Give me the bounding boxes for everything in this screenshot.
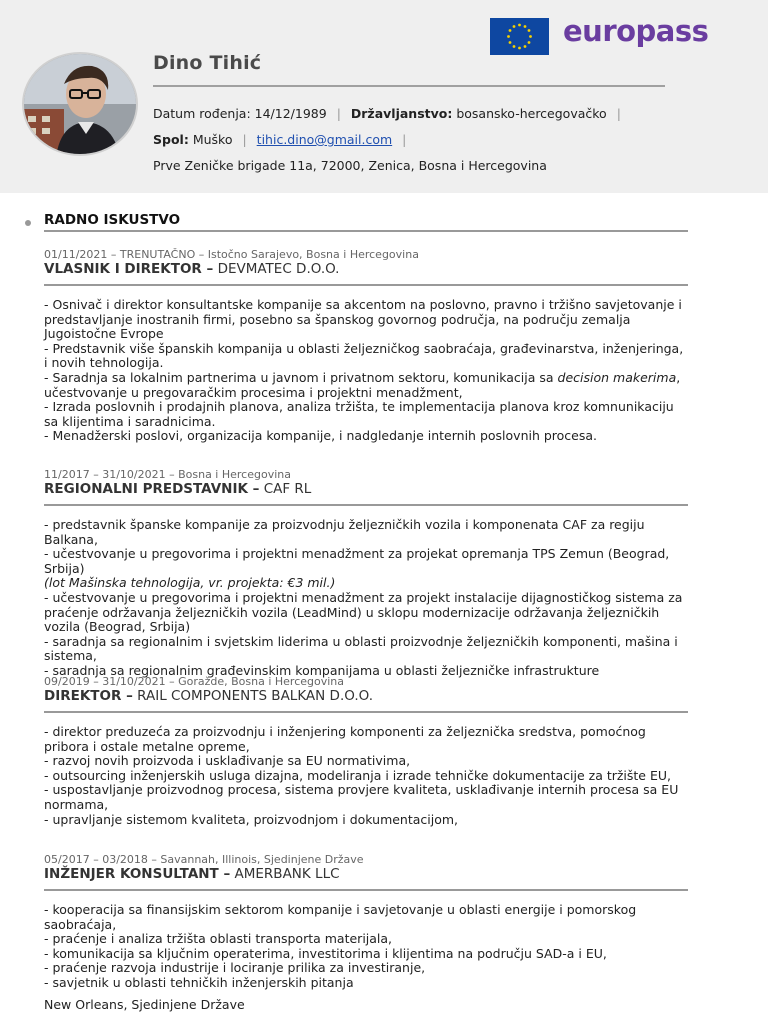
job-divider — [44, 711, 688, 713]
address: Prve Zeničke brigade 11a, 72000, Zenica, Bosna i Hercegovina — [153, 158, 547, 173]
job-line: - outsourcing inženjerskih usluga dizajna, modeliranja i izrade tehničke dokumentacije za tržište EU, — [44, 767, 671, 783]
job-divider — [44, 504, 688, 506]
job-line: - Menadžerski poslovi, organizacija kompanije, i nadgledanje internih poslovnih procesa. — [44, 428, 598, 444]
job-entry — [44, 675, 688, 827]
job-role: INŽENJER KONSULTANT – — [44, 866, 231, 882]
job-line: - praćenje razvoja industrije i lociranje prilika za investiranje, — [44, 960, 426, 976]
job-line: - Izrada poslovnih i prodajnih planova, analiza tržišta, te implementacija planova kroz komnunikaciju sa klijentima i saradnicima. — [44, 399, 674, 429]
job-entry — [44, 248, 688, 444]
europass-wordmark: europass — [563, 14, 709, 48]
job-line: - upravljanje sistemom kvaliteta, proizvodnjom i dokumentacijom, — [44, 811, 459, 827]
job-line: - učestvovanje u pregovorima i projektni menadžment za projekt instalacije dijagnostičkog sistema za praćenje održavanja željezničkih vozila (LeadMind) u sklopu modernizacije održavanja željezničkih vozila (Beograd, Srbija) — [44, 589, 683, 635]
citizenship-value: bosansko-hercegovačko — [456, 106, 607, 121]
job-description — [44, 518, 688, 679]
job-line: - saradnja sa regionalnim građevinskim kompanijama u oblasti željezničke infrastrukture — [44, 662, 600, 678]
job-line-italic: decision makerima — [557, 369, 677, 385]
job-line-suffix: , — [676, 369, 681, 385]
job-entry — [44, 468, 688, 679]
person-name: Dino Tihić — [153, 52, 262, 74]
job-line: - razvoj novih proizvoda i usklađivanje sa EU normativima, — [44, 753, 411, 769]
separator: | — [402, 132, 407, 147]
section-divider — [44, 230, 688, 232]
job-organization: DEVMATEC D.O.O. — [217, 261, 340, 277]
job-line: (lot Mašinska tehnologija, vr. projekta: €3 mil.) — [44, 575, 336, 591]
job-meta: 01/11/2021 – TRENUTAČNO – Istočno Sarajevo, Bosna i Hercegovina — [44, 248, 419, 261]
job-title — [44, 481, 688, 498]
job-line: - savjetnik u oblasti tehničkih inženjerskih pitanja — [44, 974, 354, 990]
job-organization: RAIL COMPONENTS BALKAN D.O.O. — [137, 688, 373, 704]
job-line: - Osnivač i direktor konsultantske kompanije sa akcentom na poslovno, pravno i tržišno savjetovanje i predstavljanje inostranih firmi, posebno sa španskog govornog područja, na području zemalja Jugoistočne Evrope — [44, 297, 682, 342]
job-meta: 09/2019 – 31/10/2021 – Goražde, Bosna i Hercegovina — [44, 675, 345, 688]
job-title — [44, 688, 688, 705]
job-line: - predstavnik španske kompanije za proizvodnju željezničkih vozila i komponenata CAF za regiju Balkana, — [44, 517, 645, 547]
job-line: - saradnja sa regionalnim i svjetskim liderima u oblasti proizvodnje željezničkih komponenti, mašina i sistema, — [44, 633, 678, 664]
job-title — [44, 866, 688, 883]
europass-logo — [490, 14, 709, 57]
job-line: - kooperacija sa finansijskim sektorom kompanije i savjetovanje u oblasti energije i pomorskog saobraćaja, — [44, 902, 637, 932]
section-title: RADNO ISKUSTVO — [44, 212, 181, 228]
job-line: - Predstavnik više španskih kompanija u oblasti željezničkog saobraćaja, građevinarstva, inženjeringa, i novih tehnologija. — [44, 340, 684, 371]
personal-info-line-1 — [153, 106, 627, 121]
profile-photo — [24, 54, 138, 156]
job-organization: CAF RL — [263, 481, 312, 497]
job-divider — [44, 284, 688, 286]
job-description — [44, 298, 688, 444]
job-line — [44, 371, 688, 386]
job-role: REGIONALNI PREDSTAVNIK – — [44, 481, 260, 497]
birth-label: Datum rođenja: — [153, 106, 251, 121]
personal-info-line-2 — [153, 132, 412, 147]
job-organization: AMERBANK LLC — [234, 866, 340, 882]
job-line-text: - Saradnja sa lokalnim partnerima u javnom i privatnom sektoru, komunikacija sa — [44, 369, 554, 385]
job-title — [44, 261, 688, 278]
job-meta: 11/2017 – 31/10/2021 – Bosna i Hercegovina — [44, 468, 291, 481]
job-line: učestvovanje u pregovaračkim procesima i projektni menadžment, — [44, 384, 463, 400]
section-bullet — [25, 220, 31, 226]
job-line: - učestvovanje u pregovorima i projektni menadžment za projekat opremanja TPS Zemun (Beograd, Srbija) — [44, 546, 670, 576]
eu-flag-icon — [490, 18, 549, 55]
separator: | — [616, 106, 621, 121]
job-line: - uspostavljanje proizvodnog procesa, sistema provjere kvaliteta, usklađivanje internih procesa sa EU normama, — [44, 782, 679, 812]
separator: | — [242, 132, 247, 147]
job-meta: 05/2017 – 03/2018 – Savannah, Illinois, Sjedinjene Države — [44, 853, 364, 866]
job-role: VLASNIK I DIREKTOR – — [44, 261, 214, 277]
job-line: - komunikacija sa ključnim operaterima, investitorima i klijentima na području SAD-a i EU, — [44, 945, 607, 961]
job-line: - direktor preduzeća za proizvodnju i inženjering komponenti za željeznička sredstva, pomoćnog pribora i ostale metalne opreme, — [44, 724, 646, 754]
birth-value: 14/12/1989 — [254, 106, 327, 121]
job-entry — [44, 853, 688, 1012]
job-description — [44, 725, 688, 827]
email-link[interactable]: tihic.dino@gmail.com — [256, 132, 393, 147]
job-divider — [44, 889, 688, 891]
name-divider — [153, 85, 665, 87]
job-role: DIREKTOR – — [44, 688, 133, 704]
citizenship-label: Državljanstvo: — [350, 106, 453, 121]
sex-value: Muško — [192, 132, 233, 147]
sex-label: Spol: — [153, 132, 189, 147]
header — [0, 0, 768, 193]
job-line: - praćenje i analiza tržišta oblasti transporta materijala, — [44, 931, 393, 947]
job-description — [44, 903, 688, 991]
avatar — [22, 52, 138, 156]
job-location: New Orleans, Sjedinjene Države — [44, 996, 245, 1012]
separator: | — [336, 106, 341, 121]
